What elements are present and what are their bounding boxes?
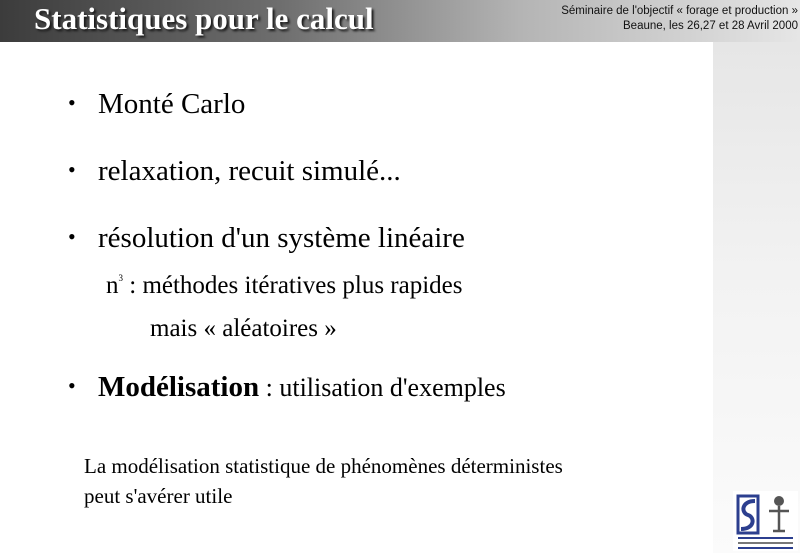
sub-bullet xyxy=(106,272,463,300)
note-line-2: peut s'avérer utile xyxy=(84,484,233,508)
sub-bullet-text: mais « aléatoires » xyxy=(150,315,337,342)
bullet-item xyxy=(68,222,465,255)
sidebar-panel xyxy=(713,42,800,553)
bullet-dot-icon: • xyxy=(68,90,76,115)
event-info xyxy=(561,4,798,34)
event-line-2: Beaune, les 26,27 et 28 Avril 2000 xyxy=(623,20,798,32)
bullet-text: résolution d'un système linéaire xyxy=(98,222,465,254)
complexity-base: n xyxy=(106,272,119,299)
bullet-text: relaxation, recuit simulé... xyxy=(98,155,401,187)
bullet-bold-text: Modélisation xyxy=(98,371,260,403)
event-line-1: Séminaire de l'objectif « forage et production » xyxy=(561,5,798,17)
bullet-item xyxy=(68,371,506,404)
bullet-text: : utilisation d'exemples xyxy=(259,373,506,402)
bullet-dot-icon: • xyxy=(68,157,76,182)
slide-title: Statistiques pour le calcul xyxy=(34,1,374,36)
bullet-item xyxy=(68,155,401,188)
sub-bullet xyxy=(150,315,337,343)
bullet-item xyxy=(68,88,245,121)
brgm-logo-icon xyxy=(733,491,798,551)
slide-header xyxy=(0,0,800,42)
bullet-text: Monté Carlo xyxy=(98,88,246,120)
complexity-exponent: 3 xyxy=(118,273,123,283)
bullet-dot-icon: • xyxy=(68,224,76,249)
note-line-1: La modélisation statistique de phénomènes déterministes xyxy=(84,454,563,478)
note-text xyxy=(84,451,563,511)
sub-bullet-text: : méthodes itératives plus rapides xyxy=(123,272,463,299)
bullet-dot-icon: • xyxy=(68,373,76,398)
